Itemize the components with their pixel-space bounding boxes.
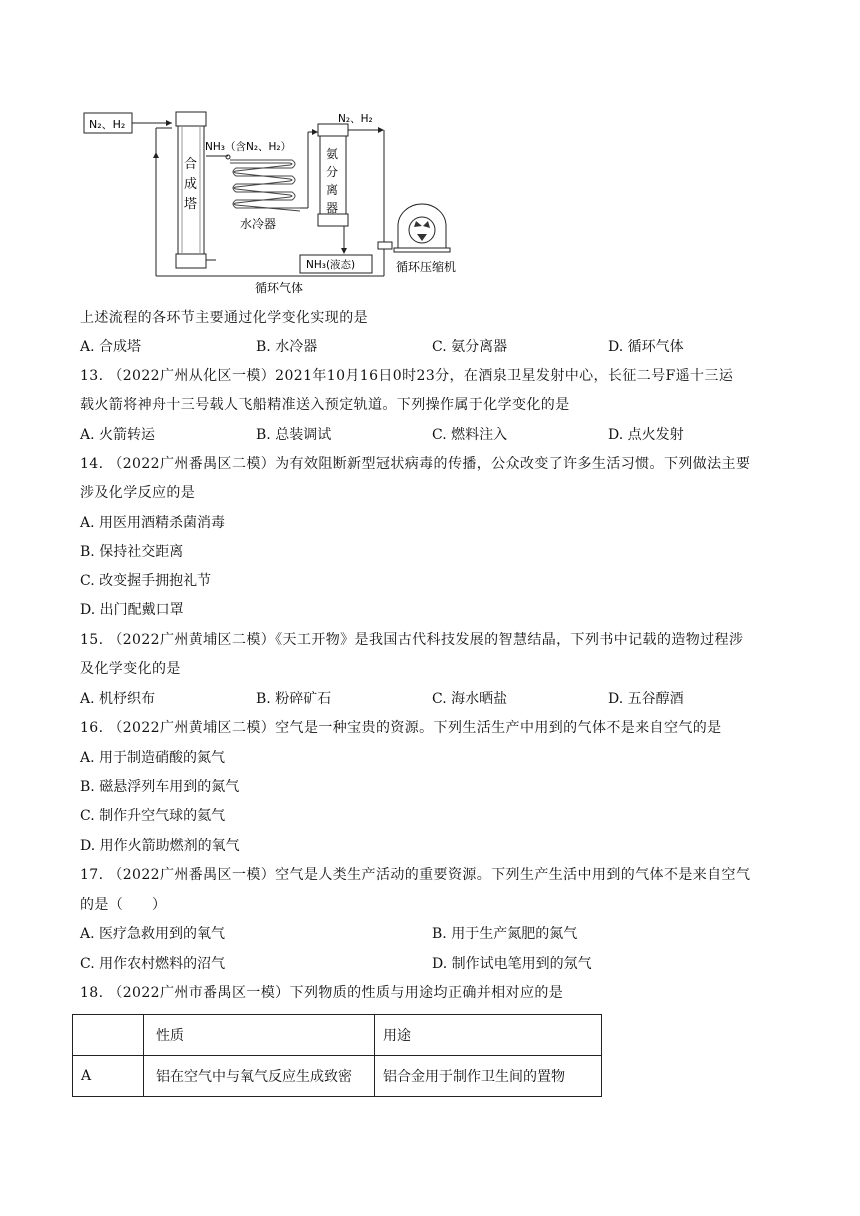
q17-option-d[interactable]: D. 制作试电笔用到的氖气 — [432, 956, 592, 972]
table-cell: 铝合金用于制作卫生间的置物 — [375, 1056, 602, 1097]
q18-table — [72, 1014, 602, 1097]
q14-stem-line1: 14. （2022广州番禺区二模）为有效阻断新型冠状病毒的传播，公众改变了许多生活习惯。下列做法主要 — [80, 456, 751, 472]
q13-option-d[interactable]: D. 点火发射 — [608, 427, 684, 443]
q15-option-d[interactable]: D. 五谷醇酒 — [608, 691, 684, 707]
input-gas-label: N₂、H₂ — [89, 118, 126, 131]
q16-option-a[interactable]: A. 用于制造硝酸的氮气 — [80, 750, 226, 766]
q12-option-a[interactable]: A. 合成塔 — [80, 339, 142, 355]
cooler-label: 水冷器 — [240, 217, 277, 231]
q18-stem: 18. （2022广州市番禺区一模）下列物质的性质与用途均正确并相对应的是 — [80, 985, 564, 1001]
q15-option-a[interactable]: A. 机杼织布 — [80, 691, 156, 707]
q15-option-b[interactable]: B. 粉碎矿石 — [256, 691, 332, 707]
q17-stem-line2: 的是（ ） — [80, 897, 167, 913]
table-cell: A — [73, 1056, 144, 1097]
q13-option-c[interactable]: C. 燃料注入 — [432, 427, 508, 443]
table-header-row — [73, 1015, 602, 1056]
q16-option-c[interactable]: C. 制作升空气球的氦气 — [80, 808, 226, 824]
recycle-compressor — [378, 204, 450, 252]
q15-stem-line2: 及化学变化的是 — [80, 661, 181, 677]
q14-option-d[interactable]: D. 出门配戴口罩 — [80, 602, 184, 618]
q16-stem: 16. （2022广州黄埔区二模）空气是一种宝贵的资源。下列生活生产中用到的气体不是来自空气的是 — [80, 720, 722, 736]
q14-option-b[interactable]: B. 保持社交距离 — [80, 544, 184, 560]
recycle-label: 循环气体 — [255, 281, 304, 295]
q14-stem-line2: 涉及化学反应的是 — [80, 485, 196, 501]
table-header-cell: 性质 — [144, 1015, 375, 1056]
q15-option-c[interactable]: C. 海水晒盐 — [432, 691, 508, 707]
product-label: NH₃(液态) — [306, 259, 356, 271]
q12-stem: 上述流程的各环节主要通过化学变化实现的是 — [80, 310, 368, 326]
table-header-cell: 用途 — [375, 1015, 602, 1056]
q12-option-d[interactable]: D. 循环气体 — [608, 339, 684, 355]
table-cell: 铝在空气中与氧气反应生成致密 — [144, 1056, 375, 1097]
q17-option-a[interactable]: A. 医疗急救用到的氧气 — [80, 926, 226, 942]
q13-option-b[interactable]: B. 总装调试 — [256, 427, 332, 443]
separator-label: 氨 分 离 器 — [326, 147, 339, 215]
q16-option-b[interactable]: B. 磁悬浮列车用到的氮气 — [80, 779, 240, 795]
q17-option-c[interactable]: C. 用作农村燃料的沼气 — [80, 956, 226, 972]
separator-top-gas: N₂、H₂ — [338, 113, 373, 125]
tower-label: 合 成 塔 — [184, 157, 198, 212]
q17-stem-line1: 17. （2022广州番禺区一模）空气是人类生产活动的重要资源。下列生产生活中用到的气体不是来自空气 — [80, 867, 751, 883]
compressor-label: 循环压缩机 — [396, 260, 457, 274]
q14-option-a[interactable]: A. 用医用酒精杀菌消毒 — [80, 515, 226, 531]
table-row — [73, 1056, 602, 1097]
q13-stem-line2: 载火箭将神舟十三号载人飞船精准送入预定轨道。下列操作属于化学变化的是 — [80, 397, 570, 413]
q17-option-b[interactable]: B. 用于生产氮肥的氮气 — [432, 926, 578, 942]
q16-option-d[interactable]: D. 用作火箭助燃剂的氧气 — [80, 838, 240, 854]
q12-option-b[interactable]: B. 水冷器 — [256, 339, 318, 355]
q14-option-c[interactable]: C. 改变握手拥抱礼节 — [80, 573, 212, 589]
q13-stem-line1: 13. （2022广州从化区一模）2021年10月16日0时23分，在酒泉卫星发射中心，长征二号F遥十三运 — [80, 368, 734, 384]
q12-option-c[interactable]: C. 氨分离器 — [432, 339, 508, 355]
ammonia-synthesis-diagram — [80, 108, 480, 298]
q13-option-a[interactable]: A. 火箭转运 — [80, 427, 156, 443]
outlet-gas-label: NH₃（含N₂、H₂） — [205, 141, 292, 153]
water-cooler — [230, 160, 300, 211]
q15-stem-line1: 15. （2022广州黄埔区二模）《天工开物》是我国古代科技发展的智慧结晶，下列书中记载的造物过程涉 — [80, 632, 744, 648]
table-header-cell — [73, 1015, 144, 1056]
